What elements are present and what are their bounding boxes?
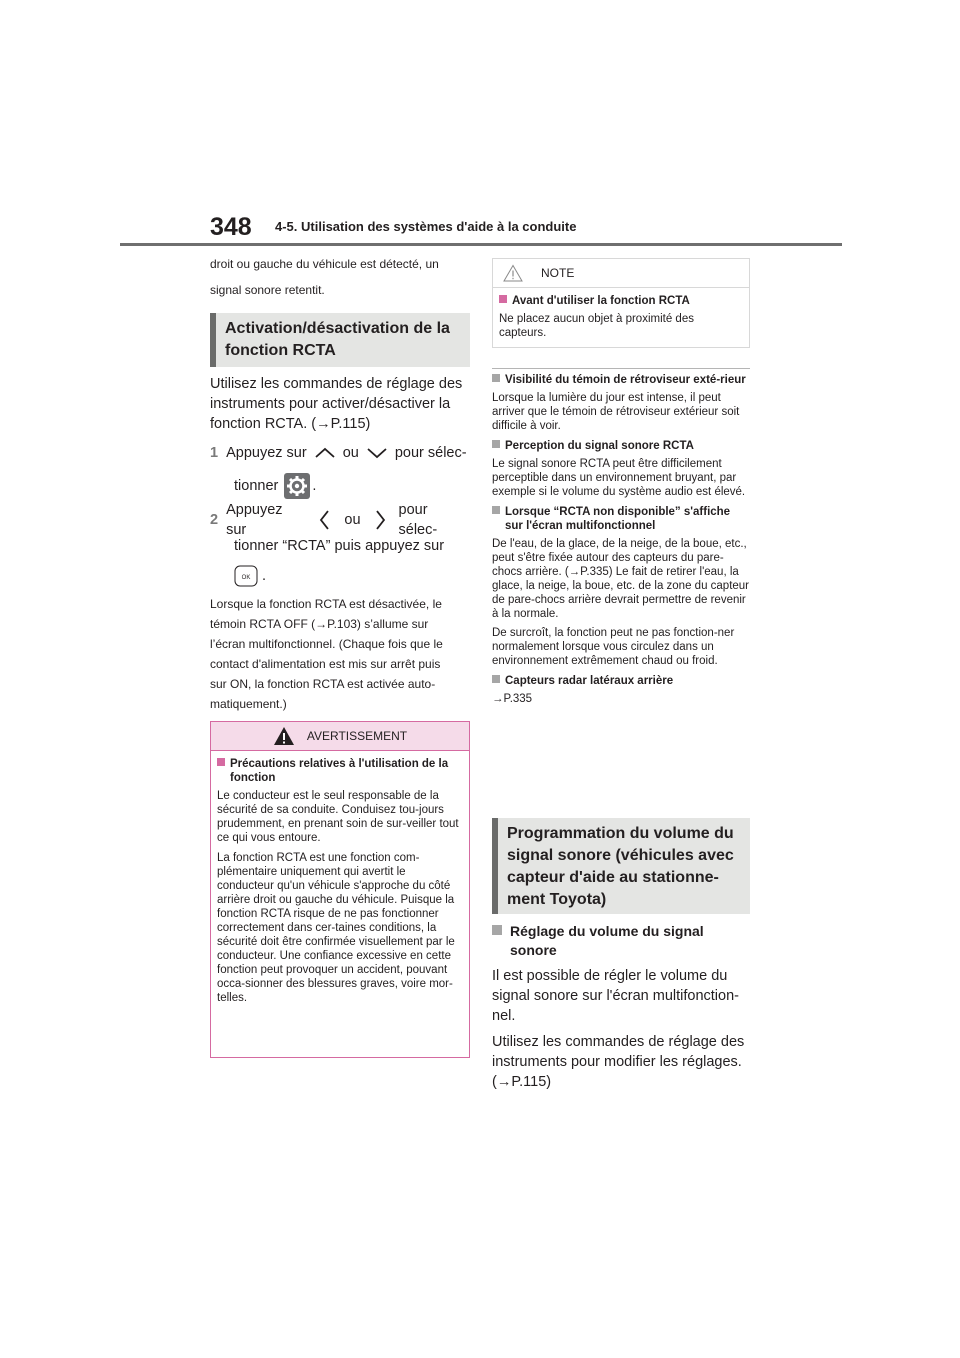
info-item-head: Visibilité du témoin de rétroviseur exté-rieur [492, 373, 750, 387]
heading-volume: Programmation du volume du signal sonore (véhicules avec capteur d'aide au stationne-ment Toyota) [492, 818, 750, 914]
heading-activation: Activation/désactivation de la fonction RCTA [210, 313, 470, 367]
info-item-paragraph: Le signal sonore RCTA peut être difficilement perceptible dans un environnement bruyant, par exemple si le volume du système audio est élevé. [492, 458, 746, 498]
volume-paragraph: Utilisez les commandes de réglage des instruments pour modifier les réglages. (→P.115) [492, 1034, 745, 1090]
chevron-down-icon [365, 446, 389, 460]
info-item [492, 505, 750, 668]
info-items [492, 373, 750, 712]
bullet-square [492, 374, 500, 382]
intro-line: signal sonore retentit. [210, 283, 325, 297]
info-item-head: Lorsque “RCTA non disponible” s'affiche sur l'écran multifonctionnel [492, 505, 750, 533]
chevron-left-icon [316, 508, 334, 532]
bullet-square [492, 506, 500, 514]
column-divider [492, 368, 750, 369]
warning-header [211, 722, 469, 751]
step-text: . [312, 478, 317, 494]
info-item-paragraph: Lorsque la lumière du jour est intense, il peut arriver que le témoin de rétroviseur extérieur soit difficile à voir. [492, 392, 740, 432]
step-text: . [262, 568, 267, 584]
note-body [493, 288, 749, 354]
info-item [492, 373, 750, 433]
volume-section [492, 922, 750, 1092]
step-number: 2 [210, 512, 219, 528]
info-item-paragraph: De surcroît, la fonction peut ne pas fonction-ner normalement lorsque vous circulez dans un environnement extrêmement chaud ou froid. [492, 627, 735, 667]
warning-body [211, 751, 469, 1019]
step-text: ou [344, 512, 361, 528]
chevron-right-icon [371, 508, 389, 532]
step-text: tionner [234, 478, 279, 494]
step-number: 1 [210, 445, 219, 461]
paragraph-line: Utilisez les commandes de réglage des [210, 376, 463, 392]
volume-subheading: Réglage du volume du signal sonore [492, 922, 750, 960]
intro-text [210, 254, 470, 300]
note-line: matiquement.) [210, 697, 287, 711]
warning-paragraph: Le conducteur est le seul responsable de la sécurité de sa conduite. Conduisez tou-jours prudemment, en prenant soin de sur-veiller tout ce qui vous entoure. [217, 790, 459, 844]
paragraph-line: instruments pour activer/désactiver la [210, 396, 451, 412]
warning-title: AVERTISSEMENT [306, 729, 408, 743]
paragraph-line: fonction RCTA. (→P.115) [210, 416, 371, 432]
warning-box [210, 721, 470, 1058]
note-header [493, 259, 749, 288]
note-line: l’écran multifonctionnel. (Chaque fois que le [210, 637, 443, 651]
section-title: 4-5. Utilisation des systèmes d'aide à la conduite [275, 219, 577, 234]
info-item-head: Perception du signal sonore RCTA [492, 439, 750, 453]
settings-gear-icon [284, 473, 310, 499]
note-subhead: Avant d'utiliser la fonction RCTA [499, 294, 743, 308]
step-text: ou [342, 445, 359, 461]
info-item-paragraph: De l'eau, de la glace, de la neige, de la boue, etc., peut s'être fixée autour des capteurs du pare-chocs arrière. (→P.335) Le fait de retirer l'eau, la glace, la neige, la boue, etc. de la zone du capteur de pare-chocs arrière devrait permettre de revenir à la normale. [492, 538, 750, 620]
volume-paragraph: Il est possible de régler le volume du signal sonore sur l'écran multifonction-nel. [492, 968, 739, 1024]
step-text: Appuyez sur [226, 445, 307, 461]
step-text: tionner “RCTA” puis appuyez sur [234, 538, 445, 554]
ok-button-icon [234, 565, 258, 587]
step-1 [210, 441, 470, 501]
svg-text:OK: OK [241, 575, 251, 581]
note-title: NOTE [541, 266, 575, 280]
info-item-paragraph: →P.335 [492, 693, 533, 705]
caution-triangle-icon [503, 264, 523, 282]
warning-triangle-icon [273, 726, 295, 746]
rcta-off-note [210, 594, 470, 714]
note-line: témoin RCTA OFF (→P.103) s’allume sur [210, 617, 429, 631]
page-number: 348 [210, 213, 252, 241]
step-text: Appuyez sur [226, 502, 283, 538]
bullet-square [492, 675, 500, 683]
warning-paragraph: La fonction RCTA est une fonction com-plémentaire uniquement qui avertit le conducteur qu'un véhicule s'approche du côté arrière droit ou gauche du véhicule. Puisque la fonction RCTA risque de ne pas fonctionner correctement dans cer-taines conditions, la sécurité doit être confirmée visuellement par le conducteur. Une confiance excessive en cette fonction peut provoquer un accident, pouvant occa-sionner des blessures graves, voire mor-telles. [217, 852, 455, 1004]
note-paragraph: Ne placez aucun objet à proximité des capteurs. [499, 313, 694, 339]
note-line: contact d'alimentation est mis sur arrêt puis [210, 657, 441, 671]
step-2 [210, 502, 470, 588]
bullet-square [492, 440, 500, 448]
info-item [492, 439, 750, 499]
info-item-head: Capteurs radar latéraux arrière [492, 674, 750, 688]
header-rule [120, 243, 842, 246]
activation-paragraph [210, 374, 470, 434]
step-text: pour sélec- [398, 502, 438, 538]
note-line: sur ON, la fonction RCTA est activée auto- [210, 677, 436, 691]
warning-subhead: Précautions relatives à l'utilisation de la fonction [217, 757, 463, 785]
chevron-up-icon [313, 446, 337, 460]
info-item [492, 674, 750, 706]
intro-line: droit ou gauche du véhicule est détecté, un [210, 257, 439, 271]
note-box [492, 258, 750, 348]
step-text: pour sélec- [394, 445, 467, 461]
note-line: Lorsque la fonction RCTA est désactivée, le [210, 597, 442, 611]
